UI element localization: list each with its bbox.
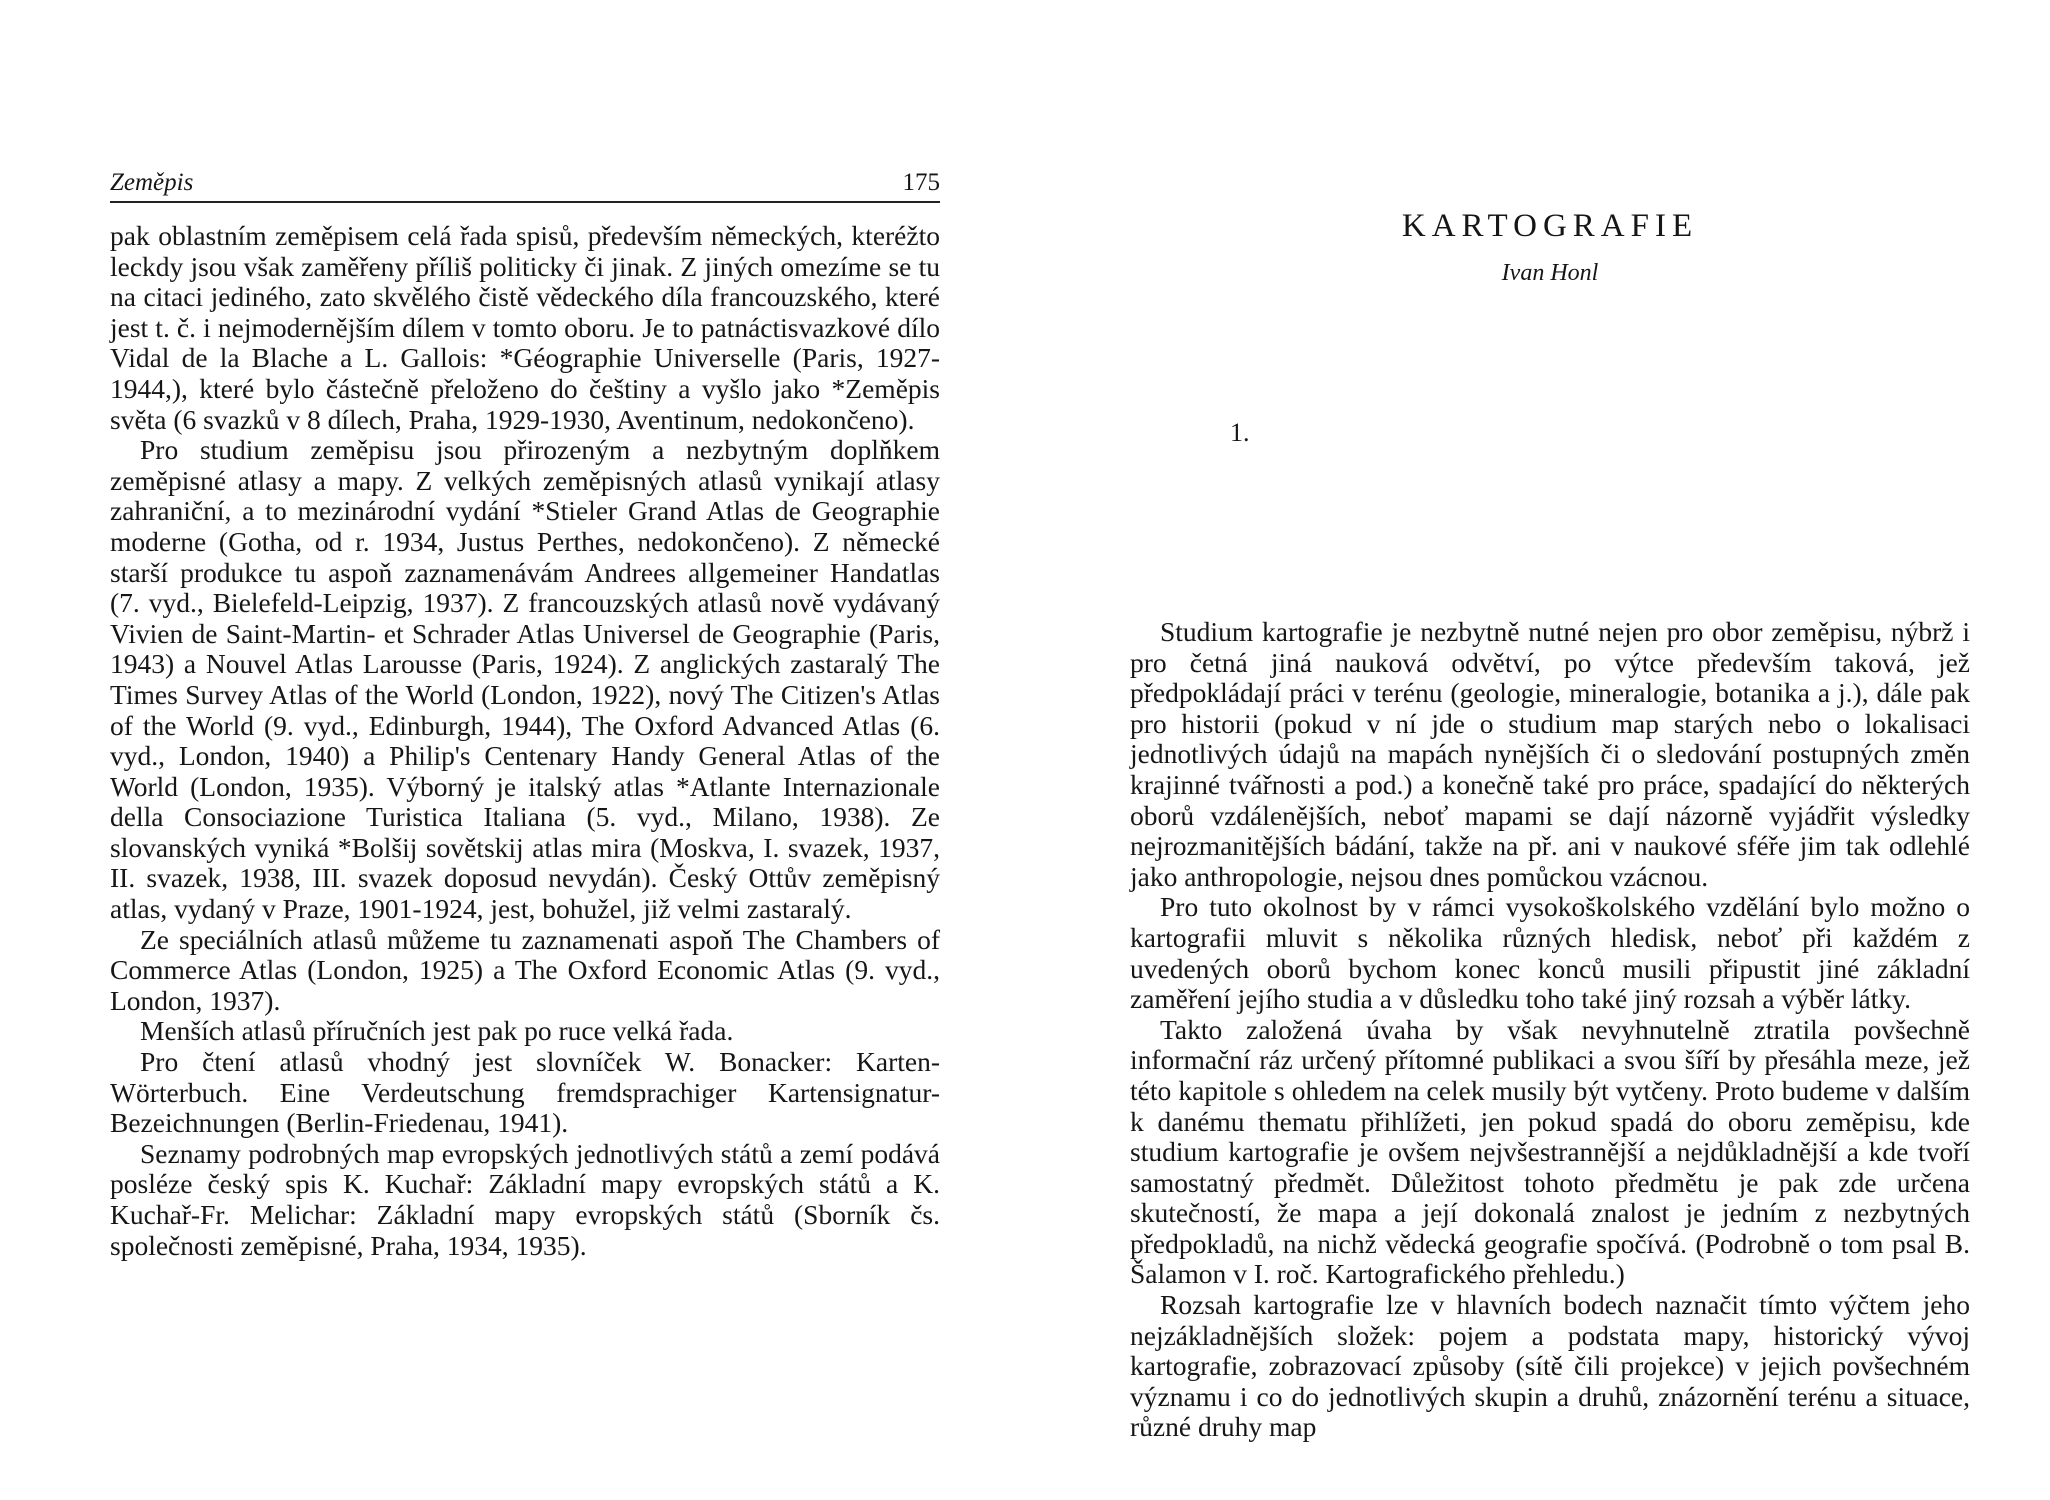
left-page (110, 0, 940, 1500)
running-head (110, 168, 940, 198)
paragraph: pak oblastním zeměpisem celá řada spisů, především německých, kteréžto leckdy jsou však zaměřeny příliš politicky či jinak. Z jiných omezíme se tu na citaci jediného, zato skvělého čistě vědeckého díla francouzského, které jest t. č. i nejmodernějším dílem v tomto oboru. Je to patnáctisvazkové dílo Vidal de la Blache a L. Gallois: *Géographie Universelle (Paris, 1927-1944,), které bylo částečně přeloženo do češtiny a vyšlo jako *Zeměpis světa (6 svazků v 8 dílech, Praha, 1929-1930, Aventinum, nedokončeno). (110, 220, 940, 435)
paragraph: Pro studium zeměpisu jsou přirozeným a nezbytným doplňkem zeměpisné atlasy a mapy. Z velkých zeměpisných atlasů vynikají atlasy zahraniční, a to mezinárodní vydání *Stieler Grand Atlas de Geographie moderne (Gotha, od r. 1934, Justus Perthes, nedokončeno). Z německé starší produkce tu aspoň zaznamenávám Andrees allgemeiner Handatlas (7. vyd., Bielefeld-Leipzig, 1937). Z francouzských atlasů nově vydávaný Vivien de Saint-Martin- et Schrader Atlas Universel de Geographie (Paris, 1943) a Nouvel Atlas Larousse (Paris, 1924). Z anglických zastaralý The Times Survey Atlas of the World (London, 1922), nový The Citizen's Atlas of the World (9. vyd., Edinburgh, 1944), The Oxford Advanced Atlas (6. vyd., London, 1940) a Philip's Centenary Handy General Atlas of the World (London, 1935). Výborný je italský atlas *Atlante Internazionale della Consociazione Turistica Italiana (5. vyd., Milano, 1938). Ze slovanských vyniká *Bolšij sovětskij atlas mira (Moskva, I. svazek, 1937, II. svazek, 1938, III. svazek doposud nevydán). Český Ottův zeměpisný atlas, vydaný v Praze, 1901-1924, jest, bohužel, již velmi zastaralý. (110, 434, 940, 925)
author-name: Ivan Honl (1501, 260, 1599, 286)
paragraph: Ze speciálních atlasů můžeme tu zaznamenati aspoň The Chambers of Commerce Atlas (London, 1925) a The Oxford Economic Atlas (9. vyd., London, 1937). (110, 923, 940, 1016)
paragraph: Seznamy podrobných map evropských jednotlivých států a zemí podává posléze český spis K. Kuchař: Základní mapy evropských států a K. Kuchař-Fr. Melichar: Základní mapy evropských států (Sborník čs. společnosti zeměpisné, Praha, 1934, 1935). (110, 1137, 940, 1261)
chapter-title: KARTOGRAFIE (1401, 208, 1699, 244)
paragraph: Rozsah kartografie lze v hlavních bodech naznačit tímto výčtem jeho nejzákladnějších složek: pojem a podstata mapy, historický vývoj kartografie, zobrazovací způsoby (sítě čili projekce) v jejich povšechném významu i co do jednotlivých skupin a druhů, znázornění terénu a situace, různé druhy map (1130, 1289, 1970, 1443)
left-text-column (110, 221, 940, 1261)
header-rule (110, 201, 940, 203)
section-number: 1. (1230, 418, 1250, 447)
right-page (1130, 0, 1970, 1500)
right-text-column (1130, 617, 1970, 1443)
paragraph: Pro tuto okolnost by v rámci vysokoškolského vzdělání bylo možno o kartografii mluvit s několika různých hledisk, neboť při každém z uvedených oborů bychom konec konců musili připustit jiné základní zaměření jejího studia a v důsledku toho také jiný rozsah a výběr látky. (1130, 891, 1970, 1015)
paragraph: Pro čtení atlasů vhodný jest slovníček W. Bonacker: Karten-Wörterbuch. Eine Verdeutschung fremdsprachiger Kartensignatur-Bezeichnungen (Berlin-Friedenau, 1941). (110, 1046, 940, 1139)
paragraph: Takto založená úvaha by však nevyhnutelně ztratila povšechně informační ráz určený přítomné publikaci a svou šíří by přesáhla meze, jež této kapitole s ohledem na celek musily být vytčeny. Proto budeme v dalším k danému thematu přihlížeti, jen pokud spadá do oboru zeměpisu, kde studium kartografie je ovšem nejvšestrannější a nejdůkladnější a kde tvoří samostatný předmět. Důležitost tohoto předmětu je pak zde určena skutečností, že mapa a její dokonalá znalost je jedním z nezbytných předpokladů, na nichž vědecká geografie spočívá. (Podrobně o tom psal B. Šalamon v I. roč. Kartografického přehledu.) (1130, 1013, 1970, 1290)
paragraph: Menších atlasů příručních jest pak po ruce velká řada. (140, 1015, 734, 1047)
page-number: 175 (902, 169, 940, 196)
paragraph: Studium kartografie je nezbytně nutné nejen pro obor zeměpisu, nýbrž i pro četná jiná nauková odvětví, po výtce především taková, jež předpokládají práci v terénu (geologie, mineralogie, botanika a j.), dále pak pro historii (pokud v ní jde o studium map starých nebo o lokalisaci jednotlivých údajů na mapách nynějších či o sledování postupných změn krajinné tvářnosti a pod.) a konečně také pro práce, spadající do některých oborů vzdálenějších, neboť mapami se dají názorně vyjádřit výsledky nejrozmanitějších bádání, takže na př. ani v naukové sféře jim tak odlehlé jako anthropologie, nejsou dnes pomůckou vzácnou. (1130, 616, 1970, 892)
running-title: Zeměpis (110, 169, 194, 196)
